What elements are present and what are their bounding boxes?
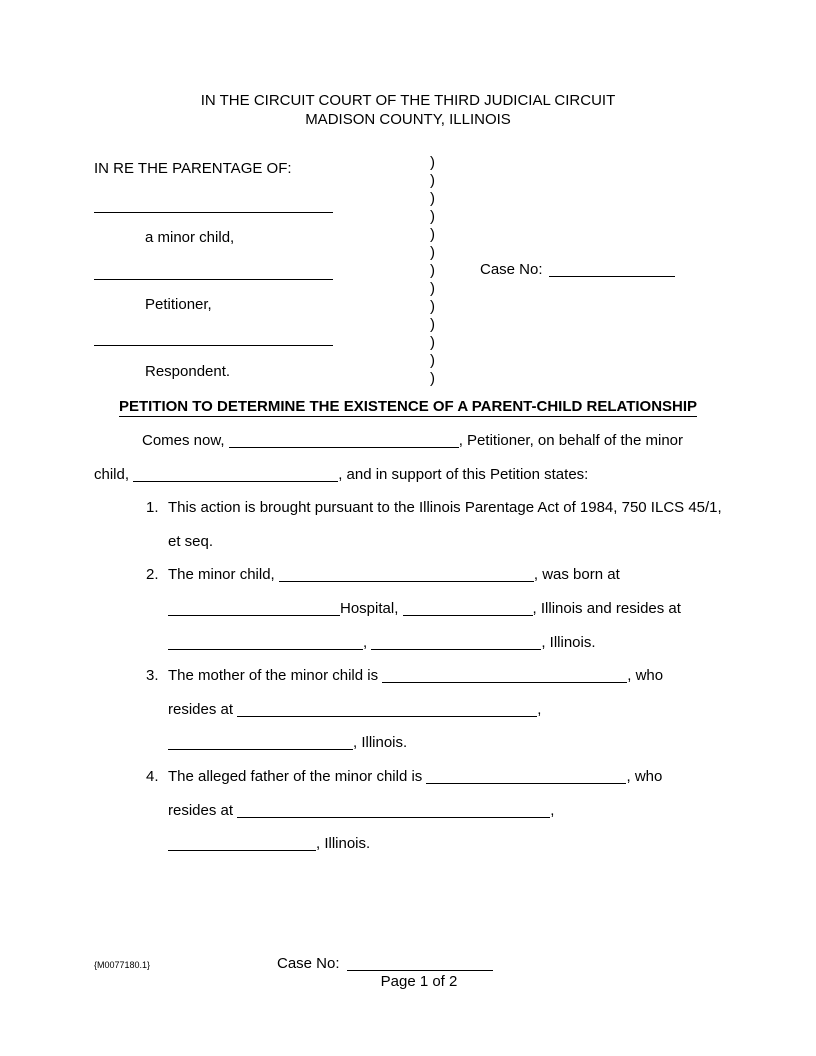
paren-mark: ) — [430, 226, 435, 243]
blank-field[interactable] — [279, 567, 534, 582]
body-text: The minor child, — [168, 566, 279, 584]
party-label-petitioner: Petitioner, — [145, 296, 212, 313]
page-number: Page 1 of 2 — [380, 973, 458, 990]
paren-mark: ) — [430, 208, 435, 225]
caption-case-no — [480, 261, 675, 278]
body-line — [94, 693, 754, 727]
party-label-respondent: Respondent. — [145, 363, 231, 380]
paren-mark: ) — [430, 298, 435, 315]
respondent-name-blank[interactable] — [94, 345, 333, 346]
body-text: , — [363, 633, 372, 651]
blank-field[interactable] — [237, 702, 537, 717]
body-line — [94, 760, 754, 794]
body-text: child, — [94, 465, 134, 483]
body-line — [94, 626, 754, 660]
minor-child-name-blank[interactable] — [94, 212, 333, 213]
body-text: , was born at — [533, 566, 620, 584]
body-line — [94, 726, 754, 760]
document-title — [0, 398, 816, 417]
item-number: 4. — [146, 767, 159, 785]
court-county: MADISON COUNTY, ILLINOIS — [305, 110, 511, 128]
body-line — [94, 424, 754, 458]
blank-field[interactable] — [382, 668, 627, 683]
blank-field[interactable] — [229, 433, 459, 448]
blank-field[interactable] — [168, 836, 316, 851]
body-text: This action is brought pursuant to the Illinois Parentage Act of 1984, 750 ILCS 45/1, — [168, 499, 722, 517]
body-line — [94, 491, 754, 525]
document-number: {M0077180.1} — [94, 960, 151, 970]
body-line — [94, 592, 754, 626]
body-text: , — [550, 801, 555, 819]
paren-mark: ) — [430, 370, 435, 387]
item-number: 1. — [146, 499, 159, 517]
body-text: resides at — [168, 700, 238, 718]
footer-case-no-blank[interactable] — [347, 956, 493, 971]
paren-mark: ) — [430, 334, 435, 351]
blank-field[interactable] — [168, 735, 353, 750]
footer-case-no — [277, 955, 493, 972]
blank-field[interactable] — [168, 601, 340, 616]
document-title-text: PETITION TO DETERMINE THE EXISTENCE OF A PARENT-CHILD RELATIONSHIP — [118, 398, 698, 415]
body-line — [94, 794, 754, 828]
paren-mark: ) — [430, 280, 435, 297]
body-lines — [94, 424, 754, 861]
caption-paren-column — [430, 154, 435, 388]
body-text: The mother of the minor child is — [168, 667, 383, 685]
court-header — [0, 92, 816, 129]
case-no-blank[interactable] — [549, 262, 675, 277]
body-line — [94, 659, 754, 693]
body-line — [94, 827, 754, 861]
item-number: 3. — [146, 667, 159, 685]
body-text: , Illinois. — [316, 835, 371, 853]
caption-heading: IN RE THE PARENTAGE OF: — [94, 160, 292, 177]
footer-case-no-label: Case No: — [277, 955, 340, 972]
body-text: , Petitioner, on behalf of the minor — [458, 432, 684, 449]
body-line — [94, 558, 754, 592]
blank-field[interactable] — [371, 635, 541, 650]
body-line — [94, 458, 754, 492]
body-text: , who — [627, 667, 664, 685]
body-text: Hospital, — [340, 599, 403, 617]
body-text: , Illinois. — [353, 734, 408, 752]
body-text: resides at — [168, 801, 238, 819]
body-text: , — [537, 700, 542, 718]
party-label-minor-child: a minor child, — [145, 229, 235, 246]
body-text: , and in support of this Petition states: — [338, 465, 589, 483]
body-line — [94, 525, 754, 559]
court-name: IN THE CIRCUIT COURT OF THE THIRD JUDICIAL CIRCUIT — [200, 92, 616, 109]
paren-mark: ) — [430, 172, 435, 189]
body-text: The alleged father of the minor child is — [168, 767, 427, 785]
paren-mark: ) — [430, 190, 435, 207]
body-text: et seq. — [168, 532, 214, 550]
paren-mark: ) — [430, 244, 435, 261]
item-number: 2. — [146, 566, 159, 584]
body-text: , who — [626, 767, 663, 785]
body-text: , Illinois and resides at — [532, 599, 681, 617]
paren-mark: ) — [430, 352, 435, 369]
body-text: , Illinois. — [541, 633, 596, 651]
paren-mark: ) — [430, 262, 435, 279]
petitioner-name-blank[interactable] — [94, 279, 333, 280]
body-text: Comes now, — [142, 432, 229, 449]
paren-mark: ) — [430, 154, 435, 171]
paren-mark: ) — [430, 316, 435, 333]
blank-field[interactable] — [237, 803, 550, 818]
blank-field[interactable] — [133, 467, 338, 482]
case-no-label: Case No: — [480, 261, 543, 278]
blank-field[interactable] — [426, 769, 626, 784]
blank-field[interactable] — [403, 601, 533, 616]
blank-field[interactable] — [168, 635, 363, 650]
